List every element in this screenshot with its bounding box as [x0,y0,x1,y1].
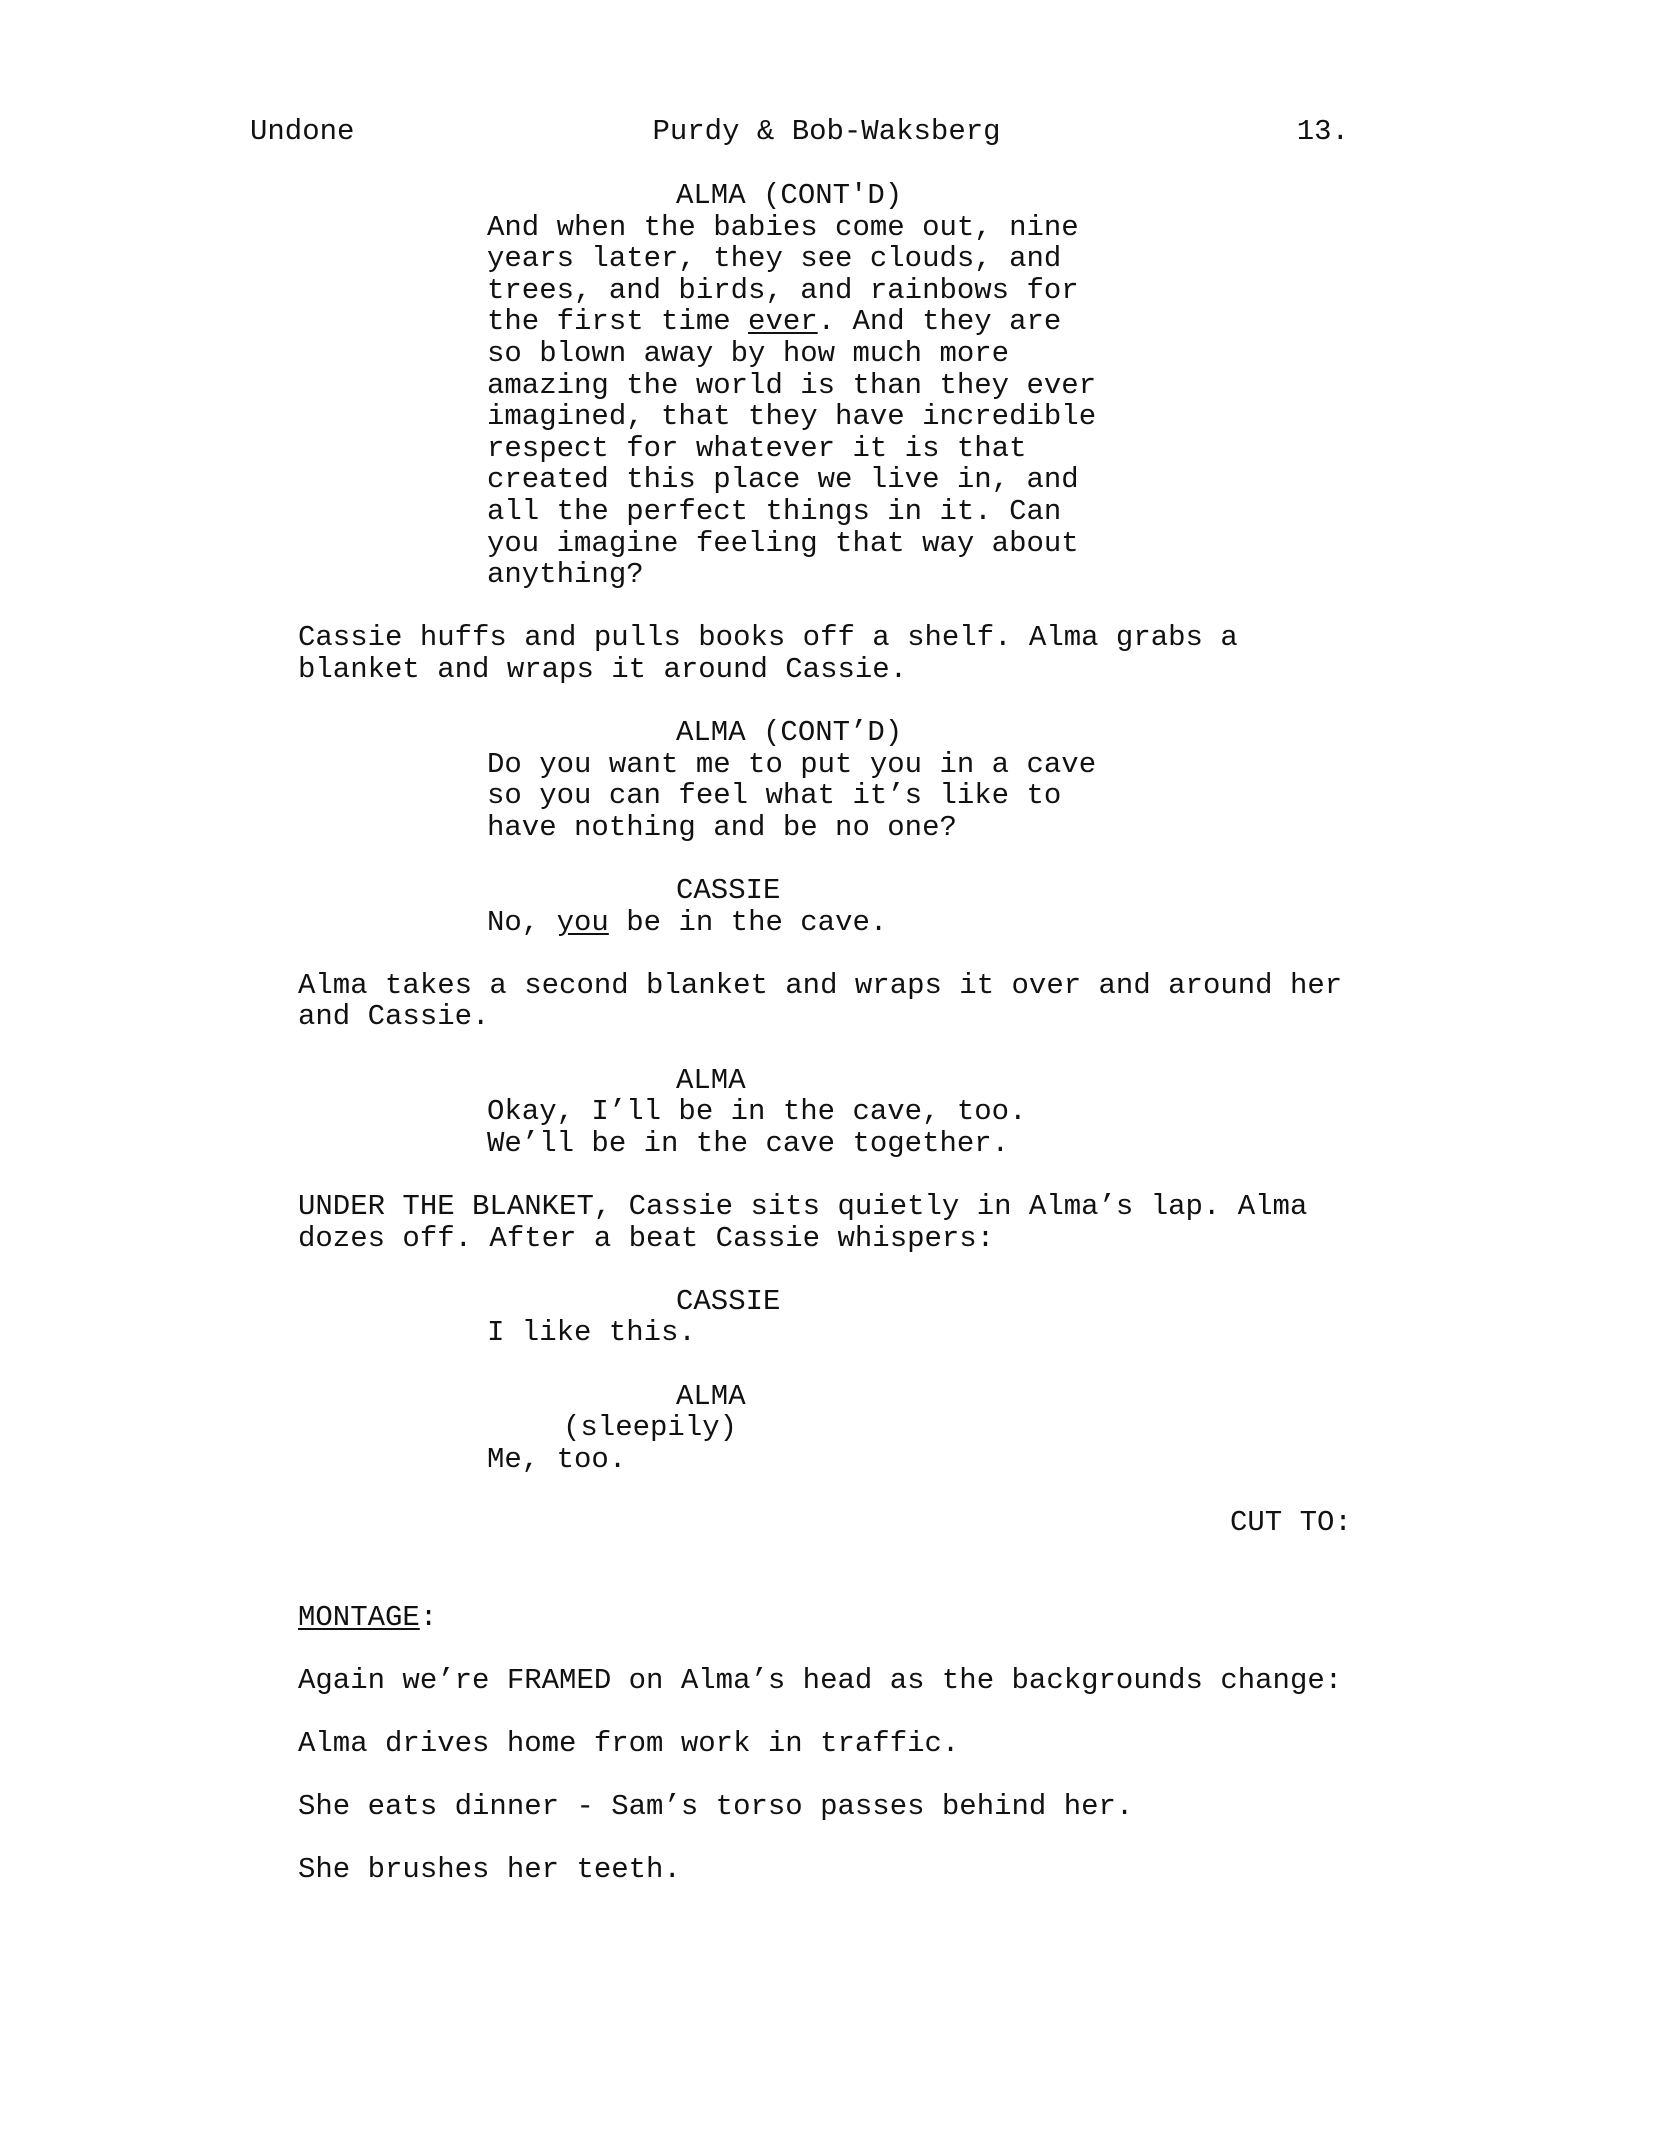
dialogue-line [0,306,1653,338]
emphasized-word: you [556,905,609,939]
dialogue-line: amazing the world is than they ever [487,368,1097,402]
dialogue-line: I like this. [487,1316,696,1350]
action-line: dozes off. After a beat Cassie whispers: [298,1221,995,1255]
script-body [0,180,1653,1886]
action-line: Cassie huffs and pulls books off a shelf. Alma grabs a [298,621,1238,655]
dialogue-text: No, [487,905,557,939]
action-line: Alma takes a second blanket and wraps it over and around her [298,968,1343,1002]
dialogue-line: all the perfect things in it. Can [487,494,1062,528]
dialogue-line: anything? [487,558,644,592]
dialogue-text: be in the cave. [608,905,888,939]
dialogue-line: created this place we live in, and [487,463,1079,497]
action-line: She brushes her teeth. [298,1853,681,1887]
dialogue-line: trees, and birds, and rainbows for [487,273,1079,307]
character-name: ALMA (CONT’D) [676,716,903,750]
character-name: ALMA [676,1379,746,1413]
character-name: ALMA (CONT'D) [676,179,903,212]
dialogue-line: respect for whatever it is that [487,431,1027,465]
dialogue-line: Do you want me to put you in a cave [487,747,1097,781]
dialogue-line [0,907,1653,939]
dialogue-text: the first time [487,305,749,339]
dialogue-line: years later, they see clouds, and [487,242,1062,276]
transition: CUT TO: [1230,1505,1352,1539]
dialogue-line: have nothing and be no one? [487,810,957,844]
character-name: ALMA [676,1063,746,1097]
montage-heading-text: MONTAGE [298,1600,420,1634]
dialogue-line: Okay, I’ll be in the cave, too. [487,1095,1027,1129]
page-header [0,115,1653,155]
action-line: blanket and wraps it around Cassie. [298,652,908,686]
dialogue-line: And when the babies come out, nine [487,210,1079,244]
character-name: CASSIE [676,1284,781,1318]
character-name: CASSIE [676,874,781,908]
header-title: Undone [250,115,355,148]
dialogue-line: you imagine feeling that way about [487,526,1079,560]
montage-heading [0,1602,1653,1634]
action-line: Alma drives home from work in traffic. [298,1727,960,1761]
header-page-number: 13. [1296,115,1349,148]
action-line: She eats dinner - Sam’s torso passes behind her. [298,1790,1134,1824]
action-line: and Cassie. [298,1000,490,1034]
dialogue-line: so blown away by how much more [487,336,1010,370]
dialogue-text: . And they are [817,305,1062,339]
dialogue-line: Me, too. [487,1442,627,1476]
action-line: Again we’re FRAMED on Alma’s head as the backgrounds change: [298,1663,1343,1697]
emphasized-word: ever [748,305,818,339]
parenthetical: (sleepily) [563,1411,738,1445]
action-line: UNDER THE BLANKET, Cassie sits quietly in Alma’s lap. Alma [298,1190,1308,1223]
dialogue-line: imagined, that they have incredible [487,400,1097,434]
header-authors: Purdy & Bob-Waksberg [652,115,1001,148]
dialogue-line: so you can feel what it’s like to [487,779,1062,813]
montage-heading-colon: : [419,1600,438,1634]
dialogue-line: We’ll be in the cave together. [487,1126,1010,1160]
